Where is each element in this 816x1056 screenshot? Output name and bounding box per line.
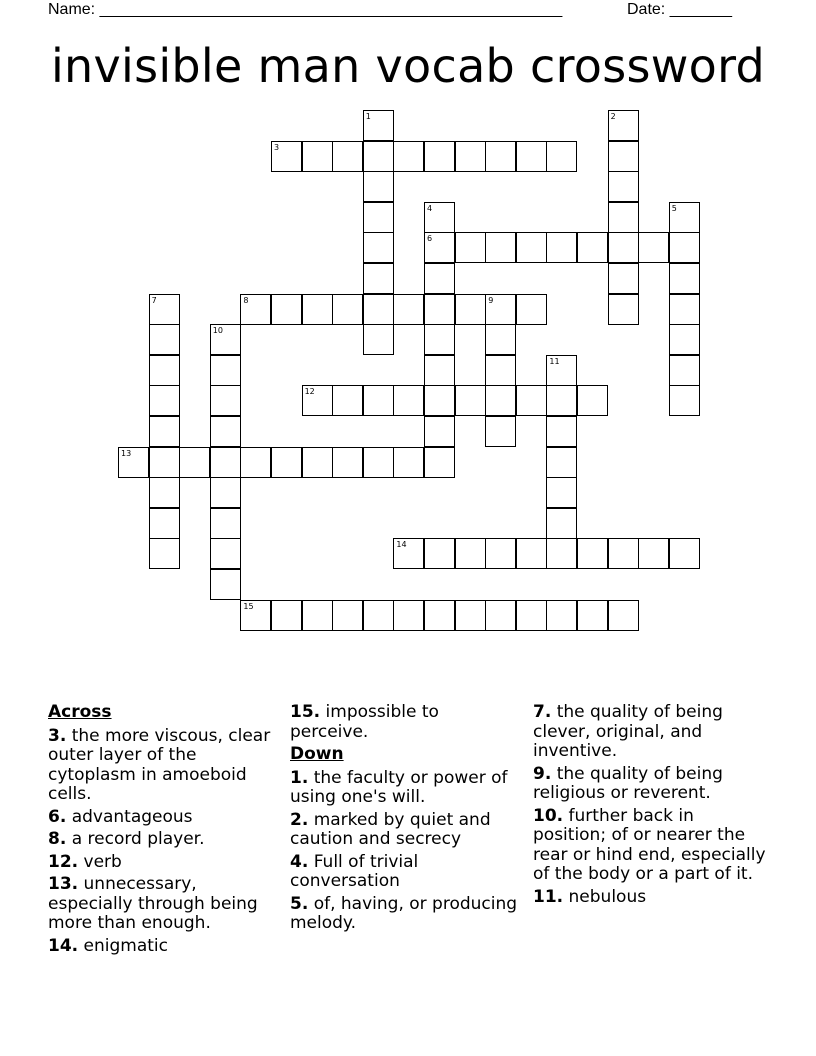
clue-number: 4. — [290, 851, 309, 872]
grid-cell[interactable] — [149, 447, 180, 478]
clue-down-5 — [290, 895, 522, 934]
grid-cell[interactable] — [302, 141, 333, 172]
clue-number: 12. — [48, 851, 79, 872]
grid-cell[interactable] — [669, 202, 700, 233]
clue-column-1 — [48, 703, 280, 959]
grid-cell[interactable] — [608, 171, 639, 202]
grid-cell[interactable] — [546, 355, 577, 386]
clue-down-9 — [533, 765, 768, 804]
grid-cell[interactable] — [577, 600, 608, 631]
grid-cell[interactable] — [485, 538, 516, 569]
grid-cell[interactable] — [608, 538, 639, 569]
grid-cell[interactable] — [516, 141, 547, 172]
grid-cell[interactable] — [424, 538, 455, 569]
clue-across-12 — [48, 853, 280, 873]
grid-cell[interactable] — [546, 141, 577, 172]
grid-cell[interactable] — [393, 600, 424, 631]
clue-across-6 — [48, 808, 280, 828]
grid-cell[interactable] — [363, 294, 394, 325]
grid-cell[interactable] — [210, 508, 241, 539]
clue-text: marked by quiet and caution and secrecy — [290, 809, 491, 849]
grid-cell[interactable] — [393, 385, 424, 416]
grid-cell[interactable] — [546, 477, 577, 508]
clue-text: the quality of being clever, original, and inventive. — [533, 702, 723, 761]
grid-cell[interactable] — [271, 141, 302, 172]
grid-cell[interactable] — [485, 232, 516, 263]
grid-cell[interactable] — [669, 385, 700, 416]
grid-cell[interactable] — [363, 202, 394, 233]
grid-cell[interactable] — [424, 232, 455, 263]
grid-cell[interactable] — [149, 324, 180, 355]
grid-cell[interactable] — [332, 600, 363, 631]
grid-cell[interactable] — [516, 232, 547, 263]
grid-cell[interactable] — [455, 232, 486, 263]
clue-across-15 — [290, 703, 522, 742]
grid-cell[interactable] — [149, 385, 180, 416]
grid-cell[interactable] — [271, 600, 302, 631]
grid-cell[interactable] — [455, 141, 486, 172]
grid-cell[interactable] — [179, 447, 210, 478]
grid-cell[interactable] — [424, 141, 455, 172]
clue-text: a record player. — [71, 829, 205, 849]
clue-number-label: 10 — [212, 326, 223, 336]
grid-cell[interactable] — [363, 324, 394, 355]
grid-cell[interactable] — [149, 477, 180, 508]
clue-text: Full of trivial conversation — [290, 851, 419, 891]
date-line: Date: _______ — [627, 1, 732, 18]
grid-cell[interactable] — [546, 508, 577, 539]
grid-cell[interactable] — [210, 477, 241, 508]
clue-down-2 — [290, 811, 522, 850]
grid-cell[interactable] — [302, 294, 333, 325]
grid-cell[interactable] — [638, 232, 669, 263]
grid-cell[interactable] — [669, 232, 700, 263]
grid-cell[interactable] — [210, 385, 241, 416]
grid-cell[interactable] — [363, 171, 394, 202]
grid-cell[interactable] — [363, 385, 394, 416]
clue-number: 14. — [48, 935, 79, 956]
grid-cell[interactable] — [424, 355, 455, 386]
grid-cell[interactable] — [393, 294, 424, 325]
clue-down-11 — [533, 888, 768, 908]
page-title: invisible man vocab crossword — [50, 39, 766, 93]
grid-cell[interactable] — [149, 294, 180, 325]
grid-cell[interactable] — [455, 600, 486, 631]
grid-cell[interactable] — [546, 538, 577, 569]
grid-cell[interactable] — [424, 324, 455, 355]
grid-cell[interactable] — [210, 569, 241, 600]
grid-cell[interactable] — [577, 538, 608, 569]
grid-cell[interactable] — [240, 294, 271, 325]
clue-number-label: 15 — [243, 601, 254, 611]
clue-number: 9. — [533, 763, 552, 784]
clue-number: 7. — [533, 702, 552, 722]
grid-cell[interactable] — [455, 294, 486, 325]
grid-cell[interactable] — [363, 600, 394, 631]
grid-cell[interactable] — [577, 232, 608, 263]
down-heading: Down — [290, 744, 344, 764]
grid-cell[interactable] — [302, 447, 333, 478]
grid-cell[interactable] — [485, 385, 516, 416]
grid-cell[interactable] — [546, 416, 577, 447]
grid-cell[interactable] — [638, 538, 669, 569]
clue-number-label: 11 — [549, 356, 560, 366]
grid-cell[interactable] — [363, 263, 394, 294]
grid-cell[interactable] — [210, 416, 241, 447]
grid-cell[interactable] — [546, 232, 577, 263]
grid-cell[interactable] — [669, 355, 700, 386]
clue-text: enigmatic — [83, 935, 168, 956]
clue-text: the more viscous, clear outer layer of the cytoplasm in amoeboid cells. — [48, 725, 271, 804]
clue-number: 2. — [290, 809, 309, 830]
clue-text: impossible to perceive. — [290, 702, 439, 742]
grid-cell[interactable] — [516, 385, 547, 416]
grid-cell[interactable] — [577, 385, 608, 416]
clue-number: 6. — [48, 806, 67, 827]
clue-text: nebulous — [568, 886, 647, 907]
clue-text: of, having, or producing melody. — [290, 893, 518, 933]
grid-cell[interactable] — [546, 600, 577, 631]
grid-cell[interactable] — [608, 110, 639, 141]
clue-number: 5. — [290, 893, 309, 914]
grid-cell[interactable] — [424, 263, 455, 294]
grid-cell[interactable] — [608, 294, 639, 325]
clue-down-7 — [533, 703, 768, 762]
grid-cell[interactable] — [393, 538, 424, 569]
grid-cell[interactable] — [393, 447, 424, 478]
grid-cell[interactable] — [546, 447, 577, 478]
grid-cell[interactable] — [149, 538, 180, 569]
grid-cell[interactable] — [424, 447, 455, 478]
grid-cell[interactable] — [608, 232, 639, 263]
grid-cell[interactable] — [608, 141, 639, 172]
clue-column-3 — [533, 703, 768, 910]
grid-cell[interactable] — [332, 385, 363, 416]
grid-cell[interactable] — [271, 294, 302, 325]
clue-number: 3. — [48, 725, 67, 746]
grid-cell[interactable] — [485, 416, 516, 447]
grid-cell[interactable] — [363, 232, 394, 263]
grid-cell[interactable] — [608, 263, 639, 294]
clue-number-label: 9 — [488, 295, 494, 305]
name-line: Name: ____________________________________________________ — [48, 1, 563, 18]
grid-cell[interactable] — [516, 294, 547, 325]
clue-number-label: 12 — [304, 387, 315, 397]
grid-cell[interactable] — [669, 263, 700, 294]
grid-cell[interactable] — [424, 385, 455, 416]
clue-down-4 — [290, 853, 522, 892]
clue-number-label: 5 — [671, 203, 677, 213]
grid-cell[interactable] — [424, 294, 455, 325]
grid-cell[interactable] — [332, 294, 363, 325]
grid-cell[interactable] — [210, 538, 241, 569]
across-heading: Across — [48, 702, 112, 722]
grid-cell[interactable] — [455, 385, 486, 416]
grid-cell[interactable] — [546, 385, 577, 416]
grid-cell[interactable] — [424, 202, 455, 233]
clue-number: 13. — [48, 874, 79, 894]
grid-cell[interactable] — [118, 447, 149, 478]
clue-column-2 — [290, 703, 522, 937]
clue-text: verb — [83, 851, 122, 872]
clue-text: the faculty or power of using one's will. — [290, 767, 508, 807]
grid-cell[interactable] — [210, 355, 241, 386]
grid-cell[interactable] — [332, 447, 363, 478]
clue-text: further back in position; of or nearer the rear or hind end, especially of the body or a part of it. — [533, 805, 766, 884]
grid-cell[interactable] — [424, 600, 455, 631]
clue-number-label: 6 — [427, 234, 433, 244]
grid-cell[interactable] — [424, 416, 455, 447]
grid-cell[interactable] — [332, 141, 363, 172]
grid-cell[interactable] — [363, 141, 394, 172]
grid-cell[interactable] — [485, 141, 516, 172]
grid-cell[interactable] — [669, 324, 700, 355]
clue-number: 1. — [290, 767, 309, 788]
clue-number-label: 4 — [427, 203, 433, 213]
grid-cell[interactable] — [516, 600, 547, 631]
clue-across-13 — [48, 875, 280, 934]
grid-cell[interactable] — [210, 324, 241, 355]
grid-cell[interactable] — [210, 447, 241, 478]
clue-number-label: 13 — [121, 448, 132, 458]
grid-cell[interactable] — [240, 600, 271, 631]
clue-number: 8. — [48, 829, 67, 849]
clue-number: 11. — [533, 886, 564, 907]
clue-number-label: 14 — [396, 540, 407, 550]
grid-cell[interactable] — [669, 294, 700, 325]
grid-cell[interactable] — [485, 324, 516, 355]
clue-across-14 — [48, 937, 280, 957]
grid-cell[interactable] — [669, 538, 700, 569]
grid-cell[interactable] — [608, 202, 639, 233]
clue-number-label: 8 — [243, 295, 249, 305]
clue-down-10 — [533, 807, 768, 885]
grid-cell[interactable] — [149, 416, 180, 447]
grid-cell[interactable] — [608, 600, 639, 631]
clue-text: advantageous — [71, 806, 193, 827]
grid-cell[interactable] — [363, 447, 394, 478]
clue-across-8 — [48, 830, 280, 850]
grid-cell[interactable] — [455, 538, 486, 569]
clue-down-1 — [290, 769, 522, 808]
clue-number-label: 1 — [365, 112, 371, 121]
clue-number-label: 3 — [274, 142, 280, 152]
grid-cell[interactable] — [240, 447, 271, 478]
grid-cell[interactable] — [302, 600, 333, 631]
grid-cell[interactable] — [485, 600, 516, 631]
grid-cell[interactable] — [149, 355, 180, 386]
grid-cell[interactable] — [485, 355, 516, 386]
grid-cell[interactable] — [149, 508, 180, 539]
grid-cell[interactable] — [516, 538, 547, 569]
clue-across-3 — [48, 727, 280, 805]
clue-number-label: 7 — [151, 295, 157, 305]
grid-cell[interactable] — [393, 141, 424, 172]
grid-cell[interactable] — [271, 447, 302, 478]
grid-cell[interactable] — [485, 294, 516, 325]
clue-text: the quality of being religious or reverent. — [533, 763, 723, 803]
grid-cell[interactable] — [363, 110, 394, 141]
clue-number: 10. — [533, 805, 564, 826]
clue-text: unnecessary, especially through being more than enough. — [48, 874, 258, 933]
grid-cell[interactable] — [302, 385, 333, 416]
clue-number: 15. — [290, 702, 321, 722]
clue-number-label: 2 — [610, 112, 616, 121]
